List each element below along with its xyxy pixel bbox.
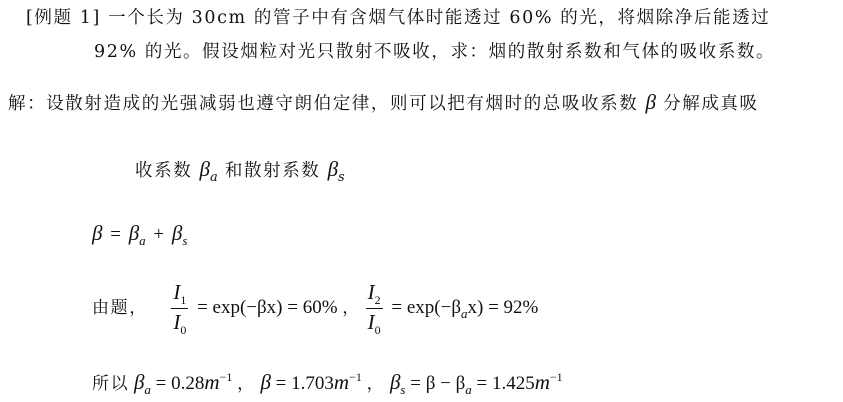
unit-exponent: −1	[219, 370, 233, 384]
equals-sign: =	[110, 224, 121, 245]
solution-line-2-text-2: 和散射系数	[224, 161, 321, 181]
equation-results	[92, 369, 563, 398]
beta-a-symbol: β	[199, 157, 210, 181]
beta-a-subscript: a	[209, 170, 218, 185]
beta-s-subscript: s	[338, 170, 345, 185]
ratio-2-rhs-pre: = exp(−β	[391, 296, 462, 318]
beta-a-symbol: β	[128, 221, 140, 245]
intensity-symbol: I	[367, 280, 375, 304]
separator-comma: ，	[342, 297, 361, 318]
beta-s-value: = 1.425	[476, 373, 535, 394]
beta-value: = 1.703	[275, 373, 334, 394]
intensity-symbol: I	[173, 280, 181, 304]
beta-a-value: = 0.28	[155, 373, 205, 394]
unit-m: m	[204, 370, 220, 394]
beta-s-rhs: = β − β	[410, 373, 466, 394]
intensity-symbol: I	[367, 310, 375, 334]
beta-symbol: β	[92, 221, 103, 245]
solution-line-1-text: 解：设散射造成的光强减弱也遵守朗伯定律，则可以把有烟时的总吸收系数	[8, 94, 639, 114]
ratio-2-rhs-post: x) = 92%	[467, 296, 539, 318]
fraction-denominator	[366, 309, 383, 338]
subscript-1: 1	[180, 293, 187, 307]
solution-line-2	[135, 157, 345, 185]
solution-line-1-tail: 分解成真吸	[663, 94, 759, 114]
solution-line-2-text-1: 收系数	[135, 161, 193, 181]
unit-exponent: −1	[349, 370, 362, 384]
beta-symbol: β	[260, 370, 271, 394]
intensity-symbol: I	[173, 310, 181, 334]
beta-a-subscript: a	[465, 382, 472, 397]
unit-m: m	[333, 370, 350, 394]
unit-exponent: −1	[549, 370, 563, 384]
ratio-1-rhs: = exp(−βx) = 60%	[197, 296, 338, 318]
separator-comma: ，	[237, 374, 256, 394]
equation-beta-sum	[92, 220, 187, 249]
fraction-numerator	[366, 279, 383, 309]
fraction-denominator	[171, 309, 188, 338]
given-prefix: 由题，	[92, 297, 148, 318]
beta-a-subscript: a	[139, 233, 146, 248]
equation-given	[92, 279, 538, 338]
beta-s-subscript: s	[182, 233, 188, 248]
beta-a-subscript: a	[144, 382, 151, 397]
subscript-0: 0	[374, 323, 381, 337]
example-statement-line-1: [例题 1] 一个长为 30cm 的管子中有含烟气体时能透过 60% 的光，将烟除净后能透过	[26, 8, 771, 28]
beta-symbol: β	[645, 90, 656, 114]
beta-s-symbol: β	[171, 221, 183, 245]
subscript-2: 2	[374, 293, 381, 307]
fraction-i2-over-i0	[366, 279, 383, 338]
plus-sign: +	[153, 224, 165, 245]
unit-m: m	[534, 370, 550, 394]
subscript-0: 0	[180, 323, 187, 337]
result-prefix: 所以	[92, 374, 130, 394]
example-statement-line-2: 92% 的光。假设烟粒对光只散射不吸收，求：烟的散射系数和气体的吸收系数。	[94, 42, 776, 62]
beta-a-symbol: β	[133, 370, 145, 394]
separator-comma: ，	[366, 374, 386, 394]
beta-s-symbol: β	[327, 157, 339, 181]
beta-a-subscript: a	[461, 305, 468, 321]
beta-s-symbol: β	[389, 370, 401, 394]
solution-line-1	[8, 90, 759, 116]
beta-s-subscript: s	[400, 382, 406, 397]
fraction-i1-over-i0	[171, 279, 188, 338]
fraction-numerator	[171, 279, 188, 309]
